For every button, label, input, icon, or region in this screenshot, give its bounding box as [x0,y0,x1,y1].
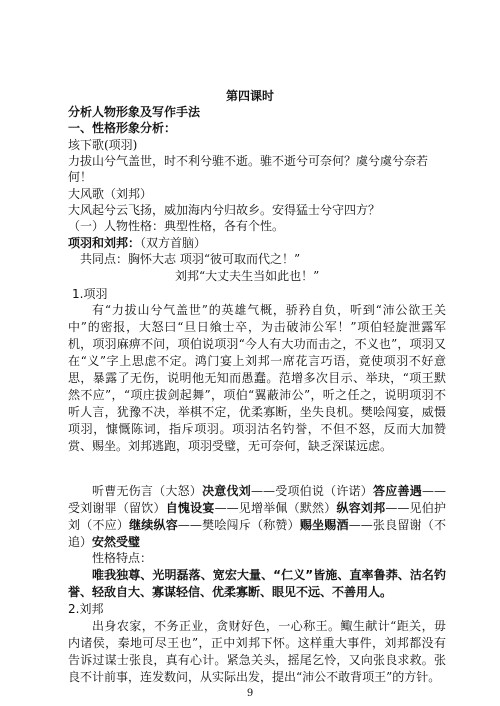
summary-action: 继续纵容 [129,518,178,532]
xiangyu-heading: 1.项羽 [72,287,108,301]
dafeng-song-title: 大风歌（刘邦） [68,187,153,201]
summary-part: ——见伯护刘（不应） [68,501,446,532]
heading-character-analysis: 一、性格形象分析： [68,121,177,135]
xiangyu-paragraph: 有“力拔山兮气盖世”的英雄气概，骄矜自负，听到“沛公欲王关中”的密报，大怒曰“旦日飨士卒，为击破沛公军！”项伯轻旋泄露军机，项羽麻痹不问，项伯说项羽“今人有大功而击之，不义也”，项羽又在“义”字上思虑不定。鸿门宴上刘邦一席花言巧语，竟使项羽不好意思，暴露了无伤，说明他无知而愚蠢。范增多次目示、举玦，“项王默然不应”，“项庄拔剑起舞”，项伯“翼蔽沛公”，听之任之，说明项羽不听人言，犹豫不决，举棋不定，优柔寡断，坐失良机。樊哙闯宴，威慑项羽，慷慨陈词，指斥项羽。项羽沽名钓誉，不但不怒，反而大加赞赏、赐坐。刘邦逃跑，项羽受璧，无可奈何，缺乏深谋远虑。 [68,303,446,453]
section-title: 分析人物形象及写作手法 [68,105,201,119]
summary-action: 纵容刘邦 [336,501,386,515]
gaixia-song-title: 垓下歌(项羽) [68,138,138,152]
dafeng-song-line: 大风起兮云飞扬，威加海内兮归故乡。安得猛士兮守四方？ [68,203,381,217]
summary-part: ——见增举佩（默然） [214,501,337,515]
pair-heading [68,235,448,252]
gaixia-song-line2: 何！ [68,170,93,184]
traits-text: 唯我独尊、光明磊落、宽宏大量、“仁义”皆施、直率鲁莽、沽名钓誉、轻敌自大、寡谋轻信、优柔寡断、眼见不远、不善用人。 [68,568,446,599]
summary-part: ——张良留谢（不追） [68,518,446,549]
summary-part: ——受刘谢罪（留饮） [68,484,446,515]
page-number: 9 [246,688,254,699]
gaixia-song-line1: 力拔山兮气盖世，时不利兮骓不逝。骓不逝兮可奈何？虞兮虞兮奈若 [68,154,429,168]
common-point-line1: 共同点：胸怀大志 项羽“彼可取而代之！” [80,252,301,266]
summary-action: 赐坐赐酒 [299,518,349,532]
traits-label: 性格特点： [92,551,153,565]
common-point-line2: 刘邦“大丈夫生当如此也！” [175,269,320,283]
summary-part: ——樊哙闯斥（称赞） [177,518,300,532]
liubang-heading: 2.刘邦 [68,602,104,616]
pair-note: （双方首脑） [140,236,207,250]
summary-action: 自愧设宴 [165,501,215,515]
summary-paragraph [68,483,446,551]
summary-action: 答应善遇 [373,484,422,498]
liubang-paragraph: 出身农家，不务正业，贪财好色，一心称王。鲰生献计“距关，毋内诸侯，秦地可尽王也”，正中刘邦下怀。这样重大事件，刘邦都没有告诉过谋士张良，真有心计。紧急关头，摇尾乞怜，又向张良求救。张良不计前事，连发数问，从实际出发，提出“沛公不敢背项王”的方针。 [68,619,446,684]
summary-part: ——受项伯说（许诺） [250,484,374,498]
summary-action: 决意伐刘 [202,484,251,498]
summary-part: 听曹无伤言（大怒） [92,484,203,498]
summary-action: 安然受璧 [92,535,141,549]
sub-heading-typical-character: （一）人物性格：典型性格，各有个性。 [68,219,285,233]
pair-title: 项羽和刘邦： [68,236,141,250]
lesson-title: 第四课时 [225,89,274,103]
